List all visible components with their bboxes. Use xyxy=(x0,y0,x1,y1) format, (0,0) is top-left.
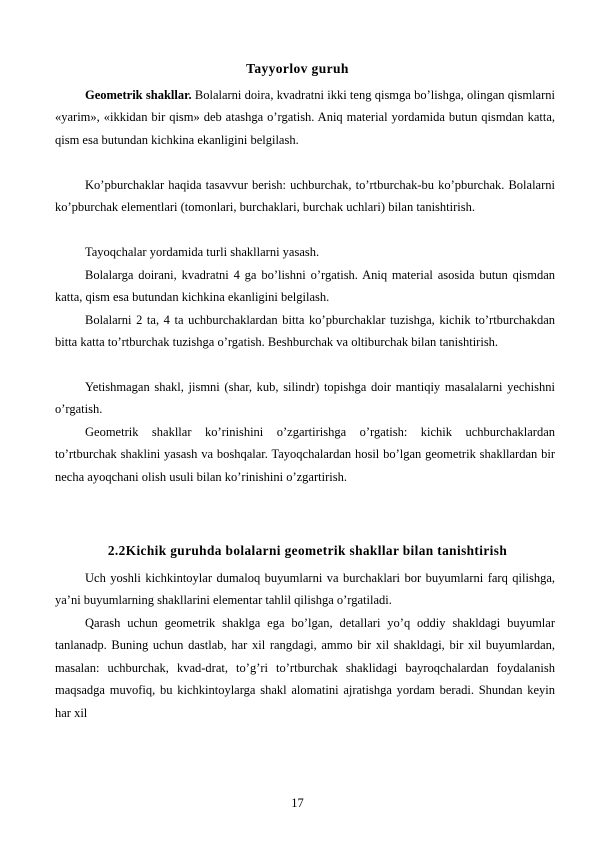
section-title: Tayyorlov guruh xyxy=(246,61,349,76)
subsection-title: 2.2Kichik guruhda bolalarni geometrik shakllar bilan tanishtirish xyxy=(107,543,508,558)
paragraph-missing-shape: Yetishmagan shakl, jismni (shar, kub, silindr) topishga doir mantiqiy masalalarni yechishni o’rgatish. xyxy=(55,380,555,417)
paragraph-geometric-shapes xyxy=(55,84,555,151)
paragraph-transform-shapes: Geometrik shakllar ko’rinishini o’zgartirishga o’rgatish: kichik uchburchaklardan to’rtburchak shaklini yasash va boshqalar. Tayoqchalardan hosil bo’lgan geometrik shakllardan bir necha ayoqchani olish usuli bilan ko’rinishini o’zgartirish. xyxy=(55,425,555,484)
paragraph-selection-of-objects: Qarash uchun geometrik shaklga ega bo’lgan, detallari yo’q oddiy shakldagi buyumlar tanlanadp. Buning uchun dastlab, har xil rangdagi, ammo bir xil shakldagi, bir xil buyumlardan, masalan: uchburchak, kvad-drat, to’g’ri to’rtburchak shaklidagi bayroqchalardan foydalanish maqsadga muvofiq, bu kichkintoylarga shakl alomatini ajratishga yordam beradi. Shundan keyin har xil xyxy=(55,616,555,720)
paragraph-sticks: Tayoqchalar yordamida turli shakllarni yasash. xyxy=(85,245,320,259)
page-number: 17 xyxy=(291,796,304,810)
paragraph-compose-polygons: Bolalarni 2 ta, 4 ta uchburchaklardan bitta ko’pburchaklar tuzishga, kichik to’rtburchakdan bitta katta to’rtburchak tuzishga o’rgatish. Beshburchak va oltiburchak bilan tanishtirish. xyxy=(55,313,555,350)
paragraph-divide-four: Bolalarga doirani, kvadratni 4 ga bo’lishni o’rgatish. Aniq material asosida butun qismdan katta, qism esa butundan kichkina ekanligini belgilash. xyxy=(55,268,555,305)
paragraph-three-year-olds: Uch yoshli kichkintoylar dumaloq buyumlarni va burchaklari bor buyumlarni farq qilishga, ya’ni buyumlarning shakllarini elementar tahlil qilishga o’rgatiladi. xyxy=(55,571,555,608)
paragraph-polygons: Ko’pburchaklar haqida tasavvur berish: uchburchak, to’rtburchak-bu ko’pburchak. Bolalarni ko’pburchak elementlari (tomonlari, burchaklari, burchak uchlari) bilan tanishtirish. xyxy=(55,178,555,215)
term-geometric-shapes: Geometrik shakllar. xyxy=(85,88,192,102)
paragraph-text: Bolalarni doira, kvadratni ikki teng qismga bo’lishga, olingan qismlarni «yarim», «ikkidan bir qism» deb atashga o’rgatish. Aniq material yordamida butun qismdan katta, qism esa butundan kichkina ekanligini belgilash. xyxy=(55,88,555,147)
